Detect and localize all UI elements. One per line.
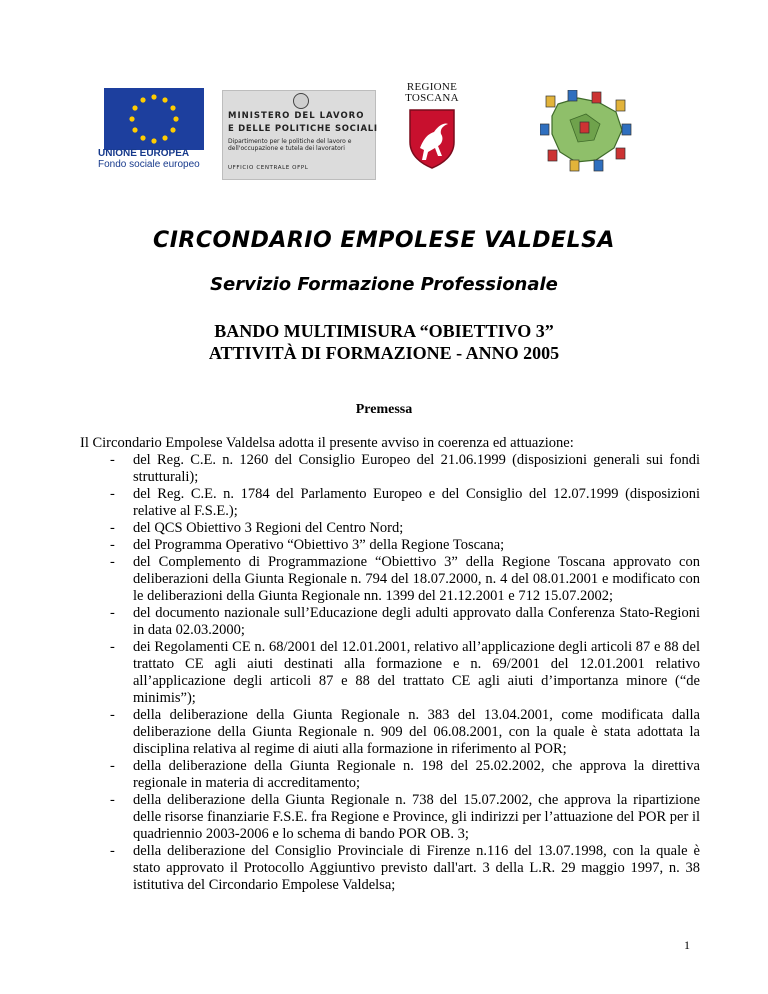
list-item: - della deliberazione della Giunta Regionale n. 738 del 15.07.2002, che approva la ripartizione delle risorse finanziarie F.S.E. fra Regione e Province, gli indirizzi per l’attuazione del POR per il quadriennio 2003-2006 e lo schema di bando POR OB. 3; [80, 792, 700, 843]
eu-caption-line1: UNIONE EUROPEA [98, 148, 190, 159]
regione-toscana-logo [404, 82, 460, 174]
list-item: - della deliberazione del Consiglio Provinciale di Firenze n.116 del 13.07.1998, con la quale è stato approvato il Protocollo Aggiuntivo previsto dall'art. 3 della L.R. 29 maggio 1997, n. 38 istitutiva del Circondario Empolese Valdelsa; [80, 843, 700, 894]
bando-line1: BANDO MULTIMISURA “OBIETTIVO 3” [214, 321, 554, 341]
page-number: 1 [684, 938, 690, 952]
intro-paragraph: Il Circondario Empolese Valdelsa adotta il presente avviso in coerenza ed attuazione: [80, 435, 574, 451]
bando-line2: ATTIVITÀ DI FORMAZIONE - ANNO 2005 [208, 343, 560, 363]
eu-caption-line2: Fondo sociale europeo [98, 159, 200, 170]
eu-flag-icon [104, 88, 204, 150]
ministero-logo [222, 90, 376, 180]
list-item: - del Reg. C.E. n. 1260 del Consiglio Europeo del 21.06.1999 (disposizioni generali sui fondi strutturali); [80, 452, 700, 486]
pegasus-shield-icon [408, 108, 456, 170]
ministero-line2: E DELLE POLITICHE SOCIALI [228, 124, 378, 134]
eu-logo [98, 88, 210, 170]
logo-bar [98, 82, 678, 182]
list-item: - dei Regolamenti CE n. 68/2001 del 12.01.2001, relativo all’applicazione degli articoli 87 e 88 del trattato CE agli aiuti destinati alla formazione e n. 69/2001 del 12.01.2001 relativo all’applicazione degli articoli 87 e 88 del trattato CE agli aiuti d’importanza minore (“de minimis”); [80, 639, 700, 707]
section-heading-premessa: Premessa [355, 402, 413, 417]
list-item: - del Reg. C.E. n. 1784 del Parlamento Europeo e del Consiglio del 12.07.1999 (disposizioni relative al F.S.E.); [80, 486, 700, 520]
ministero-line3: Dipartimento per le politiche del lavoro e dell'occupazione e tutela dei lavoratori [228, 138, 352, 152]
list-item: - del QCS Obiettivo 3 Regioni del Centro Nord; [80, 520, 700, 537]
eu-caption [98, 148, 210, 170]
regione-toscana-name: REGIONE TOSCANA [405, 81, 459, 104]
circondario-map-logo [540, 90, 632, 172]
republic-emblem-icon [293, 93, 309, 109]
list-item: - del documento nazionale sull’Educazione degli adulti approvato dalla Conferenza Stato-Regioni in data 02.03.2000; [80, 605, 700, 639]
regulation-list [80, 452, 700, 894]
list-item: - del Complemento di Programmazione “Obiettivo 3” della Regione Toscana approvato con deliberazioni della Giunta Regionale n. 794 del 18.07.2000, n. 4 del 08.01.2001 e modificato con le deliberazioni della Giunta Regionale nn. 1399 del 21.12.2001 e 712 15.07.2002; [80, 554, 700, 605]
document-title: CIRCONDARIO EMPOLESE VALDELSA [153, 228, 615, 253]
ministero-line1: MINISTERO DEL LAVORO [228, 111, 365, 121]
list-item: - della deliberazione della Giunta Regionale n. 198 del 25.02.2002, che approva la direttiva regionale in materia di accreditamento; [80, 758, 700, 792]
ministero-line4: UFFICIO CENTRALE OFPL [228, 165, 309, 171]
list-item: - della deliberazione della Giunta Regionale n. 383 del 13.04.2001, come modificata dalla deliberazione della Giunta Regionale n. 909 del 06.08.2001, con la quale è stata adottata la disciplina relativa al regime di aiuti alla formazione in riferimento al POR; [80, 707, 700, 758]
list-item: - del Programma Operativo “Obiettivo 3” della Regione Toscana; [80, 537, 700, 554]
circondario-map-icon [540, 90, 632, 172]
document-subtitle: Servizio Formazione Professionale [210, 274, 558, 295]
bando-heading [0, 320, 768, 364]
